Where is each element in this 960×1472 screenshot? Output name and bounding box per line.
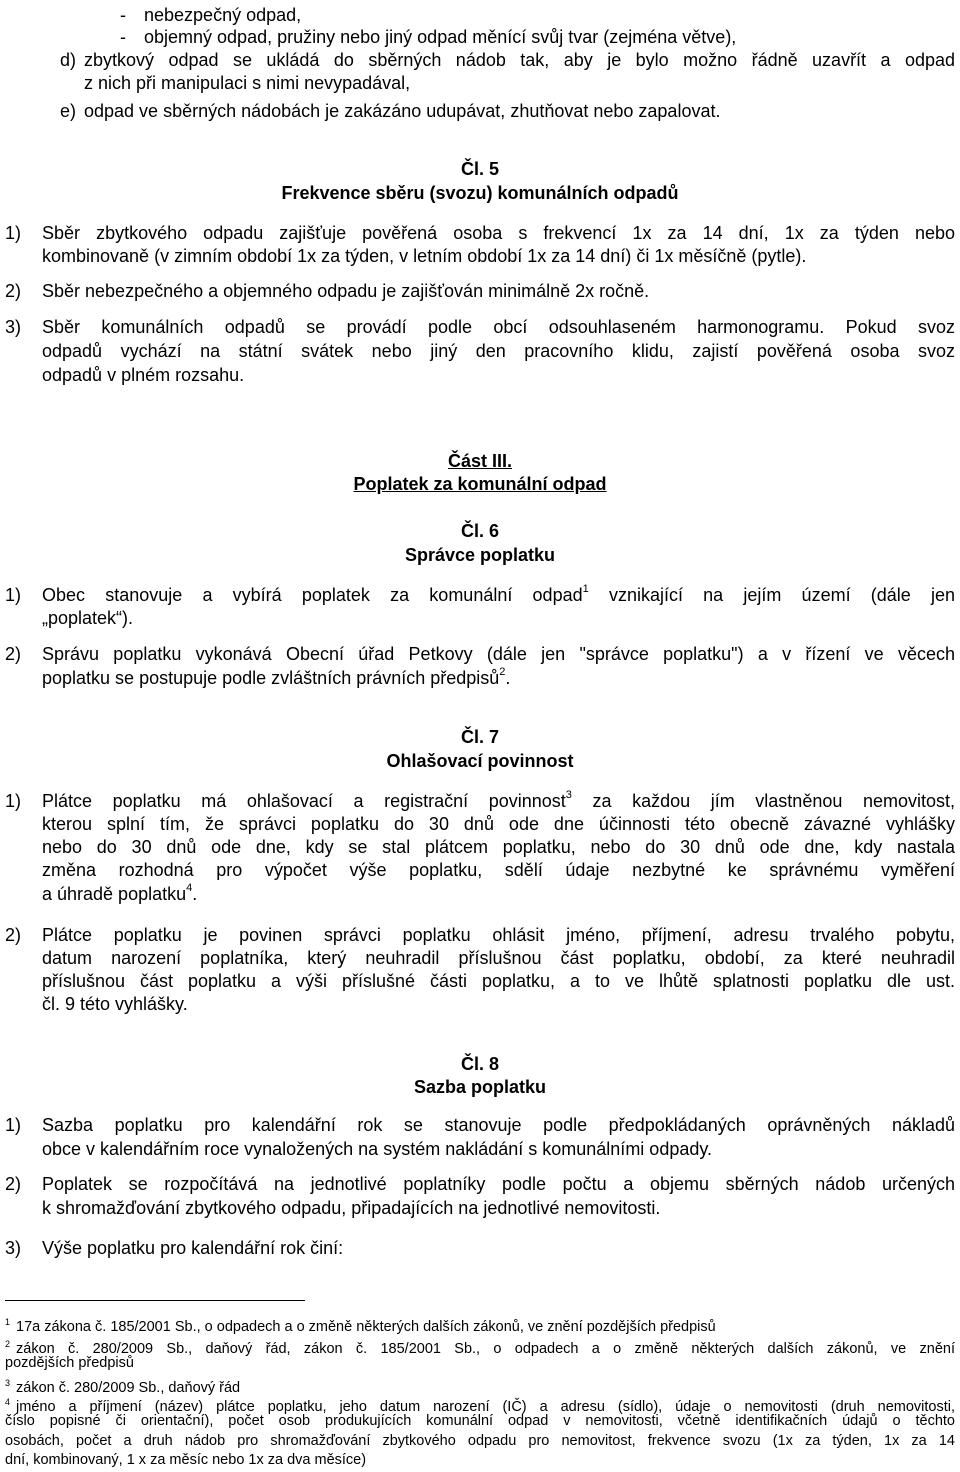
paragraph-text: Obec stanovuje a vybírá poplatek za komunální odpad (42, 585, 583, 605)
article-title: Správce poplatku (404, 545, 556, 565)
footnote-ref: 4 (186, 882, 193, 894)
paragraph-line (42, 667, 955, 689)
paragraph-line: kombinovaně (v zimním období 1x za týden, v letním období 1x za 14 dní) či 1x měsíčně (pytle). (42, 246, 807, 266)
paragraph-line: změna rozhodná pro výpočet výše poplatku, sdělí údaje nezbytné ke správnému vyměření (42, 860, 955, 880)
paragraph-number: 2) (5, 281, 22, 301)
footnote-text: zákon č. 280/2009 Sb., daňový řád, zákon č. 185/2001 Sb., o odpadech a o změně některých dalších zákonů, ve znění (16, 1341, 955, 1357)
footnote-separator (5, 1300, 305, 1301)
footnote-text: 17a zákona č. 185/2001 Sb., o odpadech a o změně některých dalších zákonů, ve znění pozdějších předpisů (16, 1319, 716, 1335)
part-title: Poplatek za komunální odpad (353, 474, 607, 494)
part-number: Část III. (447, 451, 513, 471)
footnote-4-cont: číslo popisné či orientační), počet osob produkujících komunální odpad v nemovitosti, včetně identifikačních údajů o těchto (5, 1413, 955, 1429)
list-item-text: z nich při manipulaci s nimi nevypadával, (84, 73, 411, 93)
footnote-number: 4 (5, 1397, 11, 1407)
article-number: Čl. 7 (460, 727, 499, 747)
paragraph-number: 1) (5, 223, 22, 243)
paragraph-text: . (505, 668, 511, 688)
paragraph-line: k shromažďování zbytkového odpadu, připadajících na jednotlivé nemovitosti. (42, 1198, 661, 1218)
paragraph-line (42, 584, 955, 606)
footnote-ref: 2 (499, 666, 506, 678)
list-item-text: zbytkový odpad se ukládá do sběrných nádob tak, aby je bylo možno řádně uzavřít a odpad (84, 50, 955, 70)
footnote-4-cont: dní, kombinovaný, 1 x za měsíc nebo 1x za dva měsíce) (5, 1452, 367, 1468)
article-title: Frekvence sběru (svozu) komunálních odpadů (281, 183, 679, 203)
paragraph-line: Sběr komunálních odpadů se provádí podle obcí odsouhlaseném harmonogramu. Pokud svoz (42, 317, 955, 337)
paragraph-number: 3) (5, 1238, 22, 1258)
paragraph-text: za každou jím vlastněnou nemovitost, (592, 791, 955, 811)
footnote-ref: 1 (582, 583, 589, 595)
paragraph-line: Plátce poplatku je povinen správci poplatku ohlásit jméno, příjmení, adresu trvalého pobytu, (42, 925, 955, 945)
article-title: Ohlašovací povinnost (386, 751, 574, 771)
paragraph-line: „poplatek“). (42, 608, 134, 628)
paragraph-number: 1) (5, 791, 22, 811)
list-label-d: d) (60, 50, 77, 70)
paragraph-line (42, 883, 955, 905)
list-item-text: nebezpečný odpad, (144, 5, 302, 25)
footnote-2-cont: pozdějších předpisů (5, 1355, 134, 1371)
paragraph-text: poplatku se postupuje podle zvláštních právních předpisů (42, 668, 500, 688)
paragraph-text: a úhradě poplatku (42, 884, 187, 904)
article-number: Čl. 8 (460, 1054, 499, 1074)
paragraph-line: Výše poplatku pro kalendářní rok činí: (42, 1238, 344, 1258)
dash-bullet: - (120, 27, 126, 47)
paragraph-number: 2) (5, 1174, 22, 1194)
paragraph-line (42, 790, 955, 812)
paragraph-line: nebo do 30 dnů ode dne, kdy se stal plátcem poplatku, nebo do 30 dnů ode dne, kdy nastala (42, 837, 955, 857)
paragraph-line: obce v kalendářním roce vynaložených na systém nakládání s komunálními odpady. (42, 1139, 713, 1159)
paragraph-line: příslušnou část poplatku a výši příslušné části poplatku, a to ve lhůtě splatnosti poplatku dle ust. (42, 971, 955, 991)
paragraph-text: Plátce poplatku má ohlašovací a registrační povinnost (42, 791, 566, 811)
paragraph-number: 1) (5, 585, 22, 605)
paragraph-line: Správu poplatku vykonává Obecní úřad Petkovy (dále jen "správce poplatku") a v řízení ve věcech (42, 644, 955, 664)
article-title: Sazba poplatku (413, 1077, 547, 1097)
footnote-4-cont: osobách, počet a druh nádob pro shromažďování zbytkového odpadu pro nemovitost, frekvence svozu (1x za týden, 1x za 14 (5, 1433, 955, 1449)
paragraph-line: odpadů vychází na státní svátek nebo jiný den pracovního klidu, zajistí pověřená osoba svoz (42, 341, 955, 361)
paragraph-number: 1) (5, 1115, 22, 1135)
paragraph-line: kterou splní tím, že správci poplatku do 30 dnů ode dne účinnosti této obecně závazné vyhlášky (42, 814, 955, 834)
footnote-number: 1 (5, 1317, 11, 1327)
paragraph-line: čl. 9 této vyhlášky. (42, 994, 188, 1014)
footnote-ref: 3 (565, 789, 572, 801)
paragraph-text: vznikající na jejím území (dále jen (608, 585, 955, 605)
article-number: Čl. 5 (460, 159, 499, 179)
article-number: Čl. 6 (460, 521, 499, 541)
list-item-text: odpad ve sběrných nádobách je zakázáno udupávat, zhutňovat nebo zapalovat. (84, 101, 721, 121)
footnote-number: 3 (5, 1378, 11, 1388)
list-label-e: e) (60, 101, 77, 121)
paragraph-number: 2) (5, 925, 22, 945)
paragraph-line: Sběr zbytkového odpadu zajišťuje pověřená osoba s frekvencí 1x za 14 dní, 1x za týden nebo (42, 223, 955, 243)
paragraph-line: datum narození poplatníka, který neuhradil příslušnou část poplatku, období, za které neuhradil (42, 948, 955, 968)
paragraph-line: Sazba poplatku pro kalendářní rok se stanovuje podle předpokládaných oprávněných nákladů (42, 1115, 955, 1135)
paragraph-line: odpadů v plném rozsahu. (42, 365, 245, 385)
paragraph-text: . (192, 884, 198, 904)
paragraph-number: 3) (5, 317, 22, 337)
footnote-text: jméno a příjmení (název) plátce poplatku, jeho datum narození (IČ) a adresu (sídlo), údaje o nemovitosti (druh nemovitosti, (16, 1399, 955, 1415)
list-item-text: objemný odpad, pružiny nebo jiný odpad měnící svůj tvar (zejména větve), (144, 27, 737, 47)
footnote-number: 2 (5, 1339, 11, 1349)
footnote-text: zákon č. 280/2009 Sb., daňový řád (16, 1380, 241, 1396)
dash-bullet: - (120, 5, 126, 25)
paragraph-line: Poplatek se rozpočítává na jednotlivé poplatníky podle počtu a objemu sběrných nádob určených (42, 1174, 955, 1194)
paragraph-number: 2) (5, 644, 22, 664)
paragraph-line: Sběr nebezpečného a objemného odpadu je zajišťován minimálně 2x ročně. (42, 281, 650, 301)
